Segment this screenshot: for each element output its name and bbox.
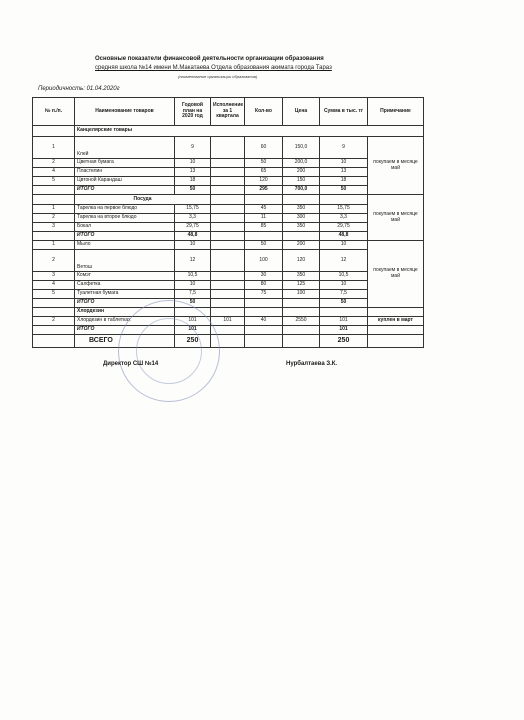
organization-name: средняя школа №14 имени М.Макатаева Отдела образования акимата города Тараз [95,65,332,71]
table-row: 1 Клей 9 60 150,0 9 покупаем в месяце май [33,137,424,159]
table-row: 3 Бокал 29,75 85 350 29,75 [33,223,424,232]
group-header [33,126,424,137]
table-row: 2 Цветная бумага 10 50 200,0 10 [33,159,424,168]
table-row: 1 Тарелка на первое блюдо 15,75 45 350 15,75 [33,205,424,214]
note-cell: покупаем в месяце май [368,137,424,195]
organization-caption: (наименование организации образования) [178,74,258,79]
col-sum: Сумма в тыс. тг [320,98,368,126]
group-header [33,308,424,317]
table-row: 3 Комэт 10,5 30 350 10,5 [33,272,424,281]
total-row: ИТОГО 48,8 48,8 [33,232,424,241]
table-row: 2 Ветош 12 100 120 12 [33,250,424,272]
group-header [33,195,424,205]
table-row: 5 Цвтоной Карандаш 18 120 150 18 [33,177,424,186]
group-title: Посуда [75,195,211,205]
note-cell: куплен в март [368,317,424,326]
table-row: 2 Тарелка на второе блюдо 3,3 11 300 3,3 [33,214,424,223]
col-name: Наименование товаров [75,98,175,126]
document-title: Основные показатели финансовой деятельности организации образования [95,56,324,62]
group-title: Хлордезин [75,308,175,317]
director-name: Нурбалтаева З.К. [286,361,338,367]
director-signature-label: Директор СШ №14 [103,361,159,367]
total-row: ИТОГО 101 101 [33,326,424,335]
col-qty: Кол-во [245,98,283,126]
total-row: ИТОГО 50 295 700,0 50 [33,186,424,195]
finance-table [32,97,424,348]
total-row: ИТОГО 50 50 [33,299,424,308]
note-cell: покупаем в месяце май [368,195,424,241]
table-row: 4 Салфетка 10 80 125 10 [33,281,424,290]
grand-total-row: ВСЕГО 250 250 [33,335,424,348]
table-row: 4 Пластелин 13 65 200 13 [33,168,424,177]
header-row [33,98,424,126]
table-row: 2 Хлордезин в таблетках 101 101 40 2550 101 куплен в март [33,317,424,326]
col-number: № п./п. [33,98,75,126]
col-price: Цена [283,98,320,126]
periodicity: Периодичность: 01.04.2020г [38,86,120,92]
col-execution: Исполнение за 1 квартала [211,98,245,126]
group-title: Канцелярские товары [75,126,424,137]
col-plan: Годовой план на 2020 год [175,98,211,126]
note-cell: покупаем в месяце май [368,241,424,308]
table-row: 1 Мыло 10 50 200 10 покупаем в месяце май [33,241,424,250]
col-note: Примечание [368,98,424,126]
official-stamp-inner [136,318,202,384]
table-row: 5 Туалетная бумага 7,5 75 100 7,5 [33,290,424,299]
